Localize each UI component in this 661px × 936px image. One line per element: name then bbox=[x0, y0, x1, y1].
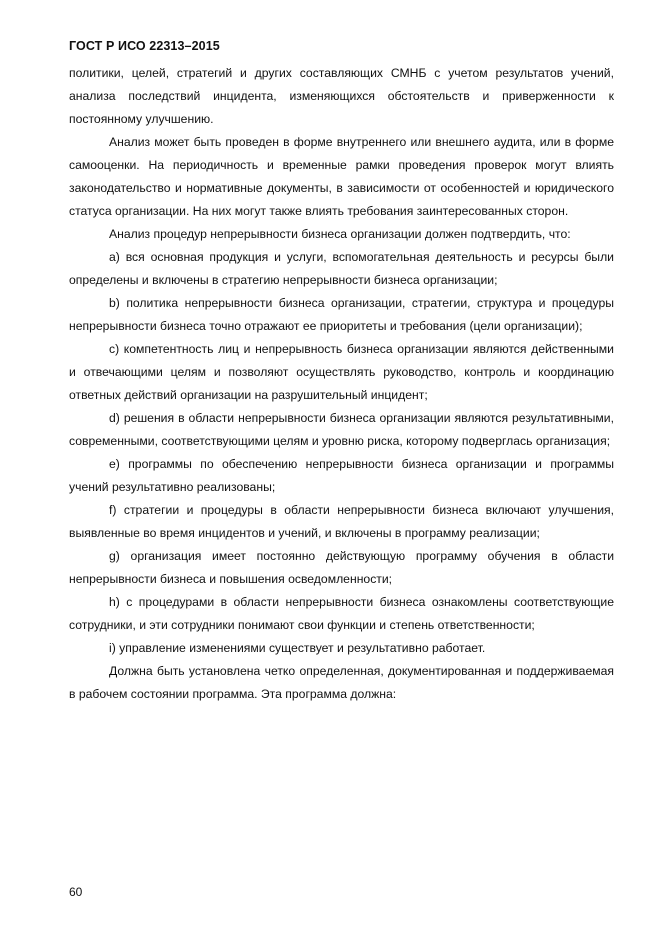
list-item-g: g) организация имеет постоянно действующую программу обучения в области непрерывности бизнеса и повышения осведомленности; bbox=[69, 549, 614, 586]
list-item-f: f) стратегии и процедуры в области непрерывности бизнеса включают улучшения, выявленные во время инцидентов и учений, и включены в программу реализации; bbox=[69, 503, 614, 540]
list-item-h: h) с процедурами в области непрерывности бизнеса ознакомлены соответствующие сотрудники, и эти сотрудники понимают свои функции и степень ответственности; bbox=[69, 595, 614, 632]
list-item-i: i) управление изменениями существует и результативно работает. bbox=[109, 641, 486, 655]
page-number: 60 bbox=[69, 885, 83, 899]
list-item-a: a) вся основная продукция и услуги, вспомогательная деятельность и ресурсы были определены и включены в стратегию непрерывности бизнеса организации; bbox=[69, 250, 614, 287]
paragraph-review-intro: Анализ процедур непрерывности бизнеса организации должен подтвердить, что: bbox=[109, 227, 571, 241]
paragraph-review-forms: Анализ может быть проведен в форме внутреннего или внешнего аудита, или в форме самооценки. На периодичность и временные рамки проведения проверок могут влиять законодательство и нормативные документы, в зависимости от особенностей и юридического статуса организации. На них могут также влиять требования заинтересованных сторон. bbox=[69, 135, 614, 218]
list-item-c: c) компетентность лиц и непрерывность бизнеса организации являются действенными и отвечающими целям и позволяют осуществлять руководство, контроль и координацию ответных действий организации на разрушительный инцидент; bbox=[69, 342, 614, 402]
list-item-e: e) программы по обеспечению непрерывности бизнеса организации и программы учений результативно реализованы; bbox=[69, 457, 614, 494]
paragraph-program: Должна быть установлена четко определенная, документированная и поддерживаемая в рабочем состоянии программа. Эта программа должна: bbox=[69, 664, 614, 701]
standard-header: ГОСТ Р ИСО 22313–2015 bbox=[69, 39, 220, 53]
list-item-b: b) политика непрерывности бизнеса организации, стратегии, структура и процедуры непрерывности бизнеса точно отражают ее приоритеты и требования (цели организации); bbox=[69, 296, 614, 333]
document-body bbox=[69, 62, 614, 706]
list-item-d: d) решения в области непрерывности бизнеса организации являются результативными, современными, соответствующими целям и уровню риска, которому подверглась организация; bbox=[69, 411, 614, 448]
paragraph-continuation: политики, целей, стратегий и других составляющих СМНБ с учетом результатов учений, анализа последствий инцидента, изменяющихся обстоятельств и приверженности к постоянному улучшению. bbox=[69, 66, 614, 126]
